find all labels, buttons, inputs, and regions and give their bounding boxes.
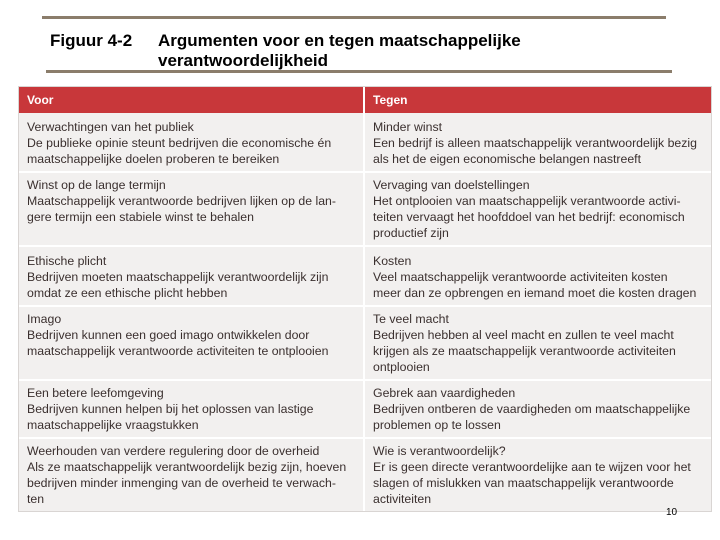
cell-line: slagen of mislukken van maatschappelijk verantwoorde bbox=[373, 476, 674, 490]
cell-line: Wie is verantwoordelijk? bbox=[373, 444, 506, 458]
voor-cell-6 bbox=[27, 443, 361, 507]
cell-line: Een bedrijf is alleen maatschappelijk verantwoordelijk bezig bbox=[373, 136, 697, 150]
cell-line: maatschappelijke vraagstukken bbox=[27, 418, 199, 432]
cell-line: krijgen als ze maatschappelijk verantwoorde activiteiten bbox=[373, 344, 676, 358]
cell-line: Bedrijven moeten maatschappelijk verantwoordelijk zijn bbox=[27, 270, 329, 284]
cell-line: Verwachtingen van het publiek bbox=[27, 120, 194, 134]
row-divider bbox=[19, 171, 711, 173]
tegen-cell-1 bbox=[373, 119, 707, 167]
cell-line: De publieke opinie steunt bedrijven die economische én bbox=[27, 136, 332, 150]
bottom-rule bbox=[46, 70, 672, 73]
cell-line: Bedrijven hebben al veel macht en zullen te veel macht bbox=[373, 328, 674, 342]
cell-line: als het de eigen economische belangen nastreeft bbox=[373, 152, 641, 166]
cell-line: Minder winst bbox=[373, 120, 443, 134]
cell-line: Bedrijven kunnen helpen bij het oplossen van lastige bbox=[27, 402, 314, 416]
header-voor: Voor bbox=[19, 87, 363, 113]
voor-cell-3 bbox=[27, 253, 361, 301]
tegen-cell-3 bbox=[373, 253, 707, 301]
figure-title-line-1: Argumenten voor en tegen maatschappelijke bbox=[158, 31, 521, 50]
cell-line: ontplooien bbox=[373, 360, 430, 374]
cell-line: maatschappelijke doelen proberen te bereiken bbox=[27, 152, 280, 166]
cell-line: Een betere leefomgeving bbox=[27, 386, 164, 400]
cell-line: Gebrek aan vaardigheden bbox=[373, 386, 516, 400]
row-divider bbox=[19, 437, 711, 439]
tegen-cell-2 bbox=[373, 177, 707, 241]
cell-line: Bedrijven ontberen de vaardigheden om maatschappelijke bbox=[373, 402, 691, 416]
cell-line: Te veel macht bbox=[373, 312, 449, 326]
cell-line: Vervaging van doelstellingen bbox=[373, 178, 530, 192]
voor-cell-1 bbox=[27, 119, 361, 167]
cell-line: Het ontplooien van maatschappelijk verantwoorde activi- bbox=[373, 194, 681, 208]
figure-title bbox=[158, 31, 658, 71]
tegen-cell-4 bbox=[373, 311, 707, 375]
cell-line: ten bbox=[27, 492, 45, 506]
cell-line: Weerhouden van verdere regulering door de overheid bbox=[27, 444, 320, 458]
cell-line: productief zijn bbox=[373, 226, 449, 240]
cell-line: Imago bbox=[27, 312, 62, 326]
cell-line: problemen op te lossen bbox=[373, 418, 501, 432]
cell-line: gere termijn een stabiele winst te behalen bbox=[27, 210, 254, 224]
cell-line: Winst op de lange termijn bbox=[27, 178, 166, 192]
cell-line: teiten vervaagt het hoofddoel van het bedrijf: economisch bbox=[373, 210, 685, 224]
cell-line: Bedrijven kunnen een goed imago ontwikkelen door bbox=[27, 328, 310, 342]
column-divider bbox=[363, 87, 365, 511]
cell-line: Veel maatschappelijk verantwoorde activiteiten kosten bbox=[373, 270, 668, 284]
cell-line: Ethische plicht bbox=[27, 254, 107, 268]
voor-cell-2 bbox=[27, 177, 361, 225]
cell-line: Kosten bbox=[373, 254, 412, 268]
cell-line: Als ze maatschappelijk verantwoordelijk bezig zijn, hoeven bbox=[27, 460, 347, 474]
row-divider bbox=[19, 305, 711, 307]
tegen-cell-6 bbox=[373, 443, 707, 507]
row-divider bbox=[19, 245, 711, 247]
cell-line: bedrijven minder inmenging van de overheid te verwach- bbox=[27, 476, 336, 490]
voor-cell-4 bbox=[27, 311, 361, 359]
top-rule bbox=[42, 16, 666, 19]
cell-line: Maatschappelijk verantwoorde bedrijven lijken op de lan- bbox=[27, 194, 336, 208]
cell-line: maatschappelijk verantwoorde activiteiten te ontplooien bbox=[27, 344, 329, 358]
cell-line: omdat ze een ethische plicht hebben bbox=[27, 286, 228, 300]
figure-label: Figuur 4-2 bbox=[50, 31, 133, 50]
arguments-table bbox=[18, 86, 712, 512]
cell-line: Er is geen directe verantwoordelijke aan te wijzen voor het bbox=[373, 460, 691, 474]
cell-line: meer dan ze opbrengen en iemand moet die kosten dragen bbox=[373, 286, 697, 300]
voor-cell-5 bbox=[27, 385, 361, 433]
tegen-cell-5 bbox=[373, 385, 707, 433]
page-number: 10 bbox=[666, 507, 678, 518]
header-tegen: Tegen bbox=[365, 87, 711, 113]
cell-line: activiteiten bbox=[373, 492, 432, 506]
row-divider bbox=[19, 379, 711, 381]
figure-title-line-2: verantwoordelijkheid bbox=[158, 51, 329, 70]
